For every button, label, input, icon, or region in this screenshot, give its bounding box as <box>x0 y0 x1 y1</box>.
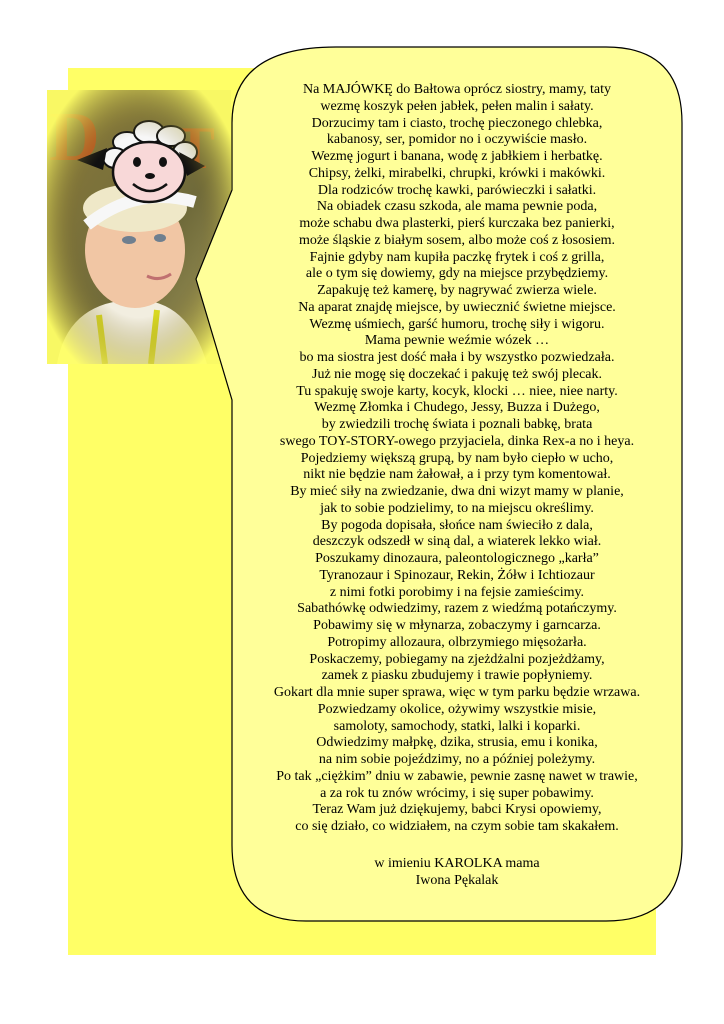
poem-line: Poszukamy dinozaura, paleontologicznego „karła” <box>315 551 599 566</box>
poem-line: Po tak „ciężkim” dniu w zabawie, pewnie zasnę nawet w trawie, <box>276 768 638 784</box>
poem-line: Zapakuję też kamerę, by nagrywać zwierza wiele. <box>317 283 597 298</box>
poem-line: bo ma siostra jest dość mała i by wszystko pozwiedzała. <box>299 350 615 365</box>
poem-line: na nim sobie pojeździmy, no a później poleżymy. <box>318 752 596 767</box>
poem-line: Wezmę Złomka i Chudego, Jessy, Buzza i Dużego, <box>314 400 600 416</box>
poem-line: nikt nie będzie nam żałował, a i przy tym komentował. <box>303 467 611 483</box>
poem-line: może schabu dwa plasterki, pierś kurczaka bez panierki, <box>299 216 615 231</box>
poem-line: Tyranozaur i Spinozaur, Rekin, Żółw i Ichtiozaur <box>319 567 595 583</box>
poem-line: co się działo, co widziałem, na czym sobie tam skakałem. <box>295 819 619 834</box>
poem-line: zamek z piasku zbudujemy i trawie popłyniemy. <box>321 668 593 684</box>
poem-line: Wezmę uśmiech, garść humoru, trochę siły i wigoru. <box>309 316 605 332</box>
signature-line-2: Iwona Pękalak <box>415 872 499 888</box>
poem-line: wezmę koszyk pełen jabłek, pełen malin i sałaty. <box>320 98 594 114</box>
poem-line: Na aparat znajdę miejsce, by uwiecznić świetne miejsce. <box>298 299 616 315</box>
poem-line: Dla rodziców trochę kawki, parówieczki i sałatki. <box>317 182 597 198</box>
poem-line: jak to sobie podzielimy, to na miejscu określimy. <box>320 500 594 516</box>
poem-text <box>232 82 682 836</box>
poem-line: Pozwiedzamy okolice, ożywimy wszystkie misie, <box>317 701 597 717</box>
poem-line: może śląskie z białym sosem, albo może coś z łososiem. <box>298 232 616 248</box>
poem-line: Na obiadek czasu szkoda, ale mama pewnie poda, <box>316 199 598 215</box>
poem-line: swego TOY-STORY-owego przyjaciela, dinka Rex-a no i heya. <box>279 433 635 449</box>
poem-line: deszczyk odszedł w siną dal, a wiaterek lekko wiał. <box>312 534 602 550</box>
poem-line: samoloty, samochody, statki, lalki i koparki. <box>333 718 581 734</box>
poem-line: ale o tym się dowiemy, gdy na miejsce przybędziemy. <box>305 266 609 282</box>
poem-line: Pojedziemy większą grupą, by nam było ciepło w ucho, <box>300 450 614 466</box>
poem-line: Na MAJÓWKĘ do Bałtowa oprócz siostry, mamy, taty <box>302 82 612 97</box>
poem-line: Wezmę jogurt i banana, wodę z jabłkiem i herbatkę. <box>311 149 603 164</box>
poem-line: Już nie mogę się doczekać i pakuję też swój plecak. <box>312 366 602 382</box>
signature <box>232 856 682 890</box>
poem-line: Potropimy allozaura, olbrzymiego mięsożarła. <box>327 634 587 650</box>
poem-line: Pobawimy się w młynarza, zobaczymy i garncarza. <box>313 618 601 633</box>
poem-line: Odwiedzimy małpkę, dzika, strusia, emu i konika, <box>316 735 598 751</box>
poem-line: kabanosy, ser, pomidor no i oczywiście masło. <box>326 132 588 148</box>
poem-line: z nimi fotki porobimy i na fejsie zamieścimy. <box>329 584 585 600</box>
poem-line: Teraz Wam już dziękujemy, babci Krysi opowiemy, <box>312 802 602 818</box>
poem-line: Dorzucimy tam i ciasto, trochę pieczonego chlebka, <box>311 115 603 131</box>
poem-line: Fajnie gdyby nam kupiła paczkę frytek i coś z grilla, <box>309 249 605 265</box>
signature-line-1: w imieniu KAROLKA mama <box>374 856 540 871</box>
poem-line: by zwiedzili trochę świata i poznali babkę, brata <box>321 417 593 432</box>
poem-line: By mieć siły na zwiedzanie, dwa dni wizyt mamy w planie, <box>290 484 624 499</box>
poem-line: Mama pewnie weźmie wózek … <box>364 333 550 349</box>
poem-line: Tu spakuję swoje karty, kocyk, klocki … niee, niee narty. <box>296 383 618 399</box>
poem-line: By pogoda dopisała, słońce nam świeciło z dala, <box>321 517 593 533</box>
poem-line: Poskaczemy, pobiegamy na zjeżdżalni pozjeżdżamy, <box>309 651 605 667</box>
poem-line: Gokart dla mnie super sprawa, więc w tym parku będzie wrzawa. <box>273 685 641 700</box>
poem-line: a za rok tu znów wrócimy, i się super pobawimy. <box>320 785 594 801</box>
poem-line: Chipsy, żelki, mirabelki, chrupki, krówki i makówki. <box>308 165 606 181</box>
poem-line: Sabathówkę odwiedzimy, razem z wiedźmą potańczymy. <box>297 601 617 617</box>
